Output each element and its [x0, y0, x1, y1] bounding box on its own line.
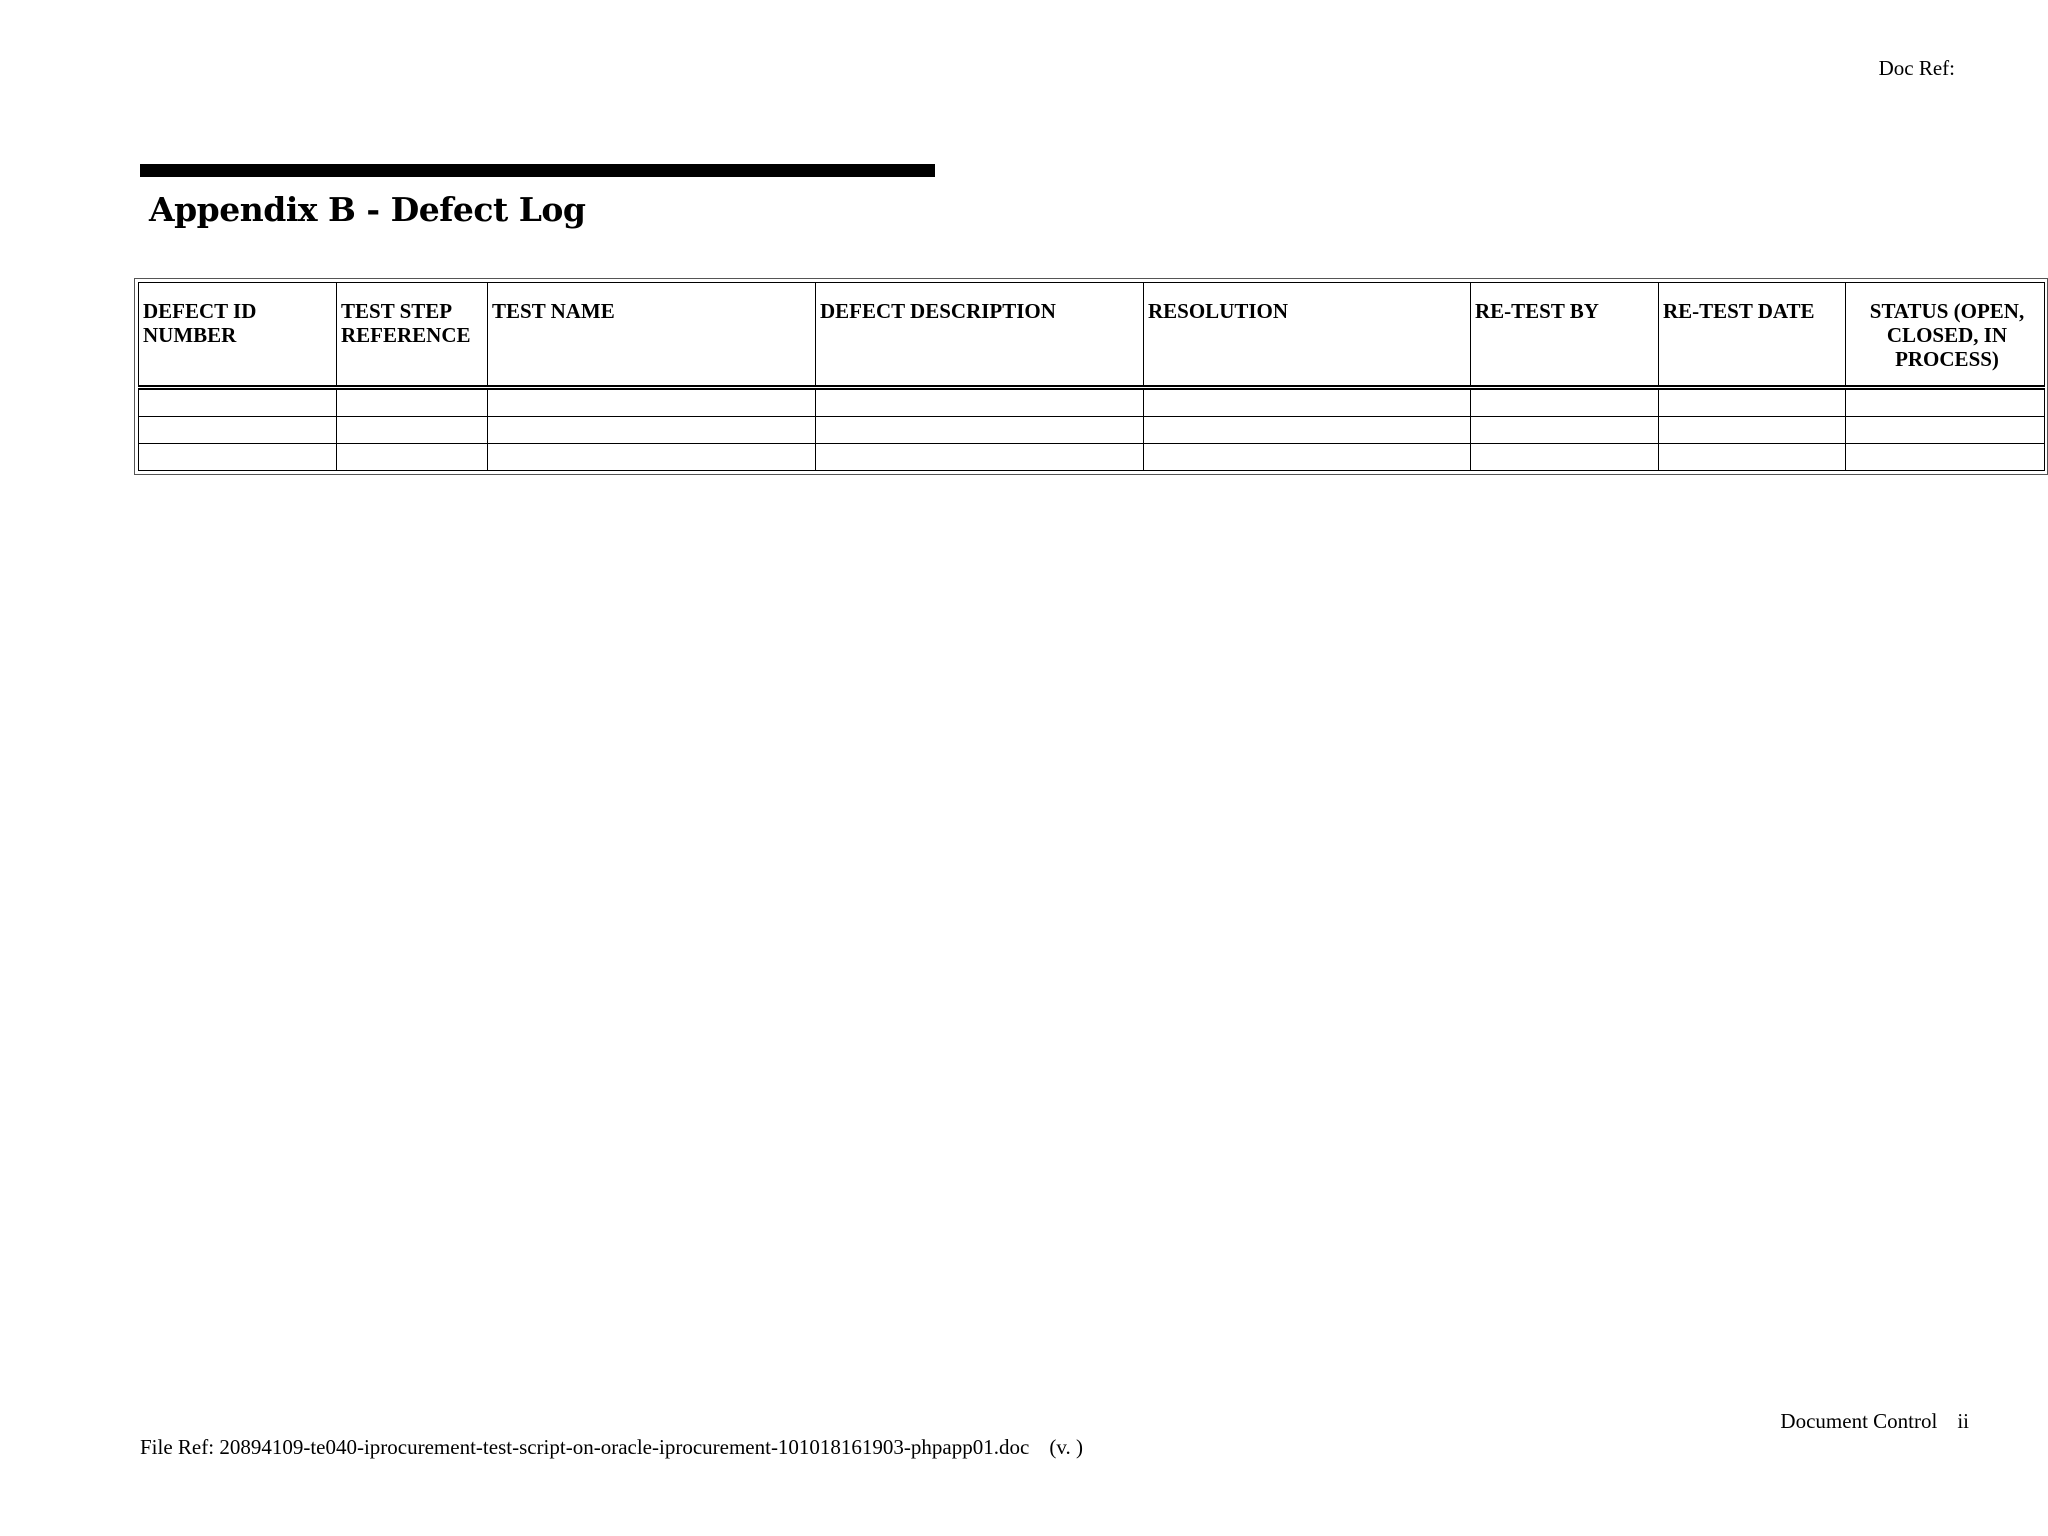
table-cell[interactable]	[816, 388, 1144, 417]
column-header-status: STATUS (OPEN, CLOSED, IN PROCESS)	[1846, 283, 2045, 388]
table-cell[interactable]	[1144, 388, 1471, 417]
defect-log-table	[138, 282, 2045, 471]
table-cell[interactable]	[816, 444, 1144, 471]
table-cell[interactable]	[1659, 417, 1846, 444]
table-cell[interactable]	[1471, 444, 1659, 471]
version-label: (v. )	[1049, 1435, 1083, 1459]
table-cell[interactable]	[337, 444, 488, 471]
column-header-test-name: TEST NAME	[488, 283, 816, 388]
table-cell[interactable]	[488, 388, 816, 417]
title-rule	[140, 164, 935, 177]
table-cell[interactable]	[139, 388, 337, 417]
table-cell[interactable]	[1659, 444, 1846, 471]
column-header-retest-date: RE-TEST DATE	[1659, 283, 1846, 388]
table-row	[139, 444, 2045, 471]
column-header-retest-by: RE-TEST BY	[1471, 283, 1659, 388]
table-row	[139, 388, 2045, 417]
file-ref-text: File Ref: 20894109-te040-iprocurement-test-script-on-oracle-iprocurement-101018161903-phpapp01.doc	[140, 1435, 1030, 1459]
table-cell[interactable]	[1846, 388, 2045, 417]
table-cell[interactable]	[488, 417, 816, 444]
table-cell[interactable]	[1659, 388, 1846, 417]
file-reference	[140, 1435, 1083, 1460]
table-cell[interactable]	[1846, 444, 2045, 471]
table-row	[139, 417, 2045, 444]
table-cell[interactable]	[337, 417, 488, 444]
column-header-test-step-reference: TEST STEP REFERENCE	[337, 283, 488, 388]
table-cell[interactable]	[1144, 444, 1471, 471]
table-header-row	[139, 283, 2045, 388]
table-cell[interactable]	[139, 417, 337, 444]
doc-ref-label: Doc Ref:	[1878, 56, 1955, 80]
column-header-defect-description: DEFECT DESCRIPTION	[816, 283, 1144, 388]
column-header-resolution: RESOLUTION	[1144, 283, 1471, 388]
column-header-defect-id: DEFECT ID NUMBER	[139, 283, 337, 388]
defect-log-table-frame	[134, 278, 2048, 475]
table-cell[interactable]	[816, 417, 1144, 444]
table-cell[interactable]	[1471, 417, 1659, 444]
table-cell[interactable]	[488, 444, 816, 471]
page-number: ii	[1957, 1409, 1969, 1433]
table-cell[interactable]	[1471, 388, 1659, 417]
footer-section-name: Document Control	[1780, 1409, 1938, 1433]
table-cell[interactable]	[1846, 417, 2045, 444]
footer-section-label	[1780, 1409, 1969, 1434]
table-cell[interactable]	[139, 444, 337, 471]
table-cell[interactable]	[1144, 417, 1471, 444]
page-title: Appendix B - Defect Log	[149, 190, 586, 229]
table-cell[interactable]	[337, 388, 488, 417]
